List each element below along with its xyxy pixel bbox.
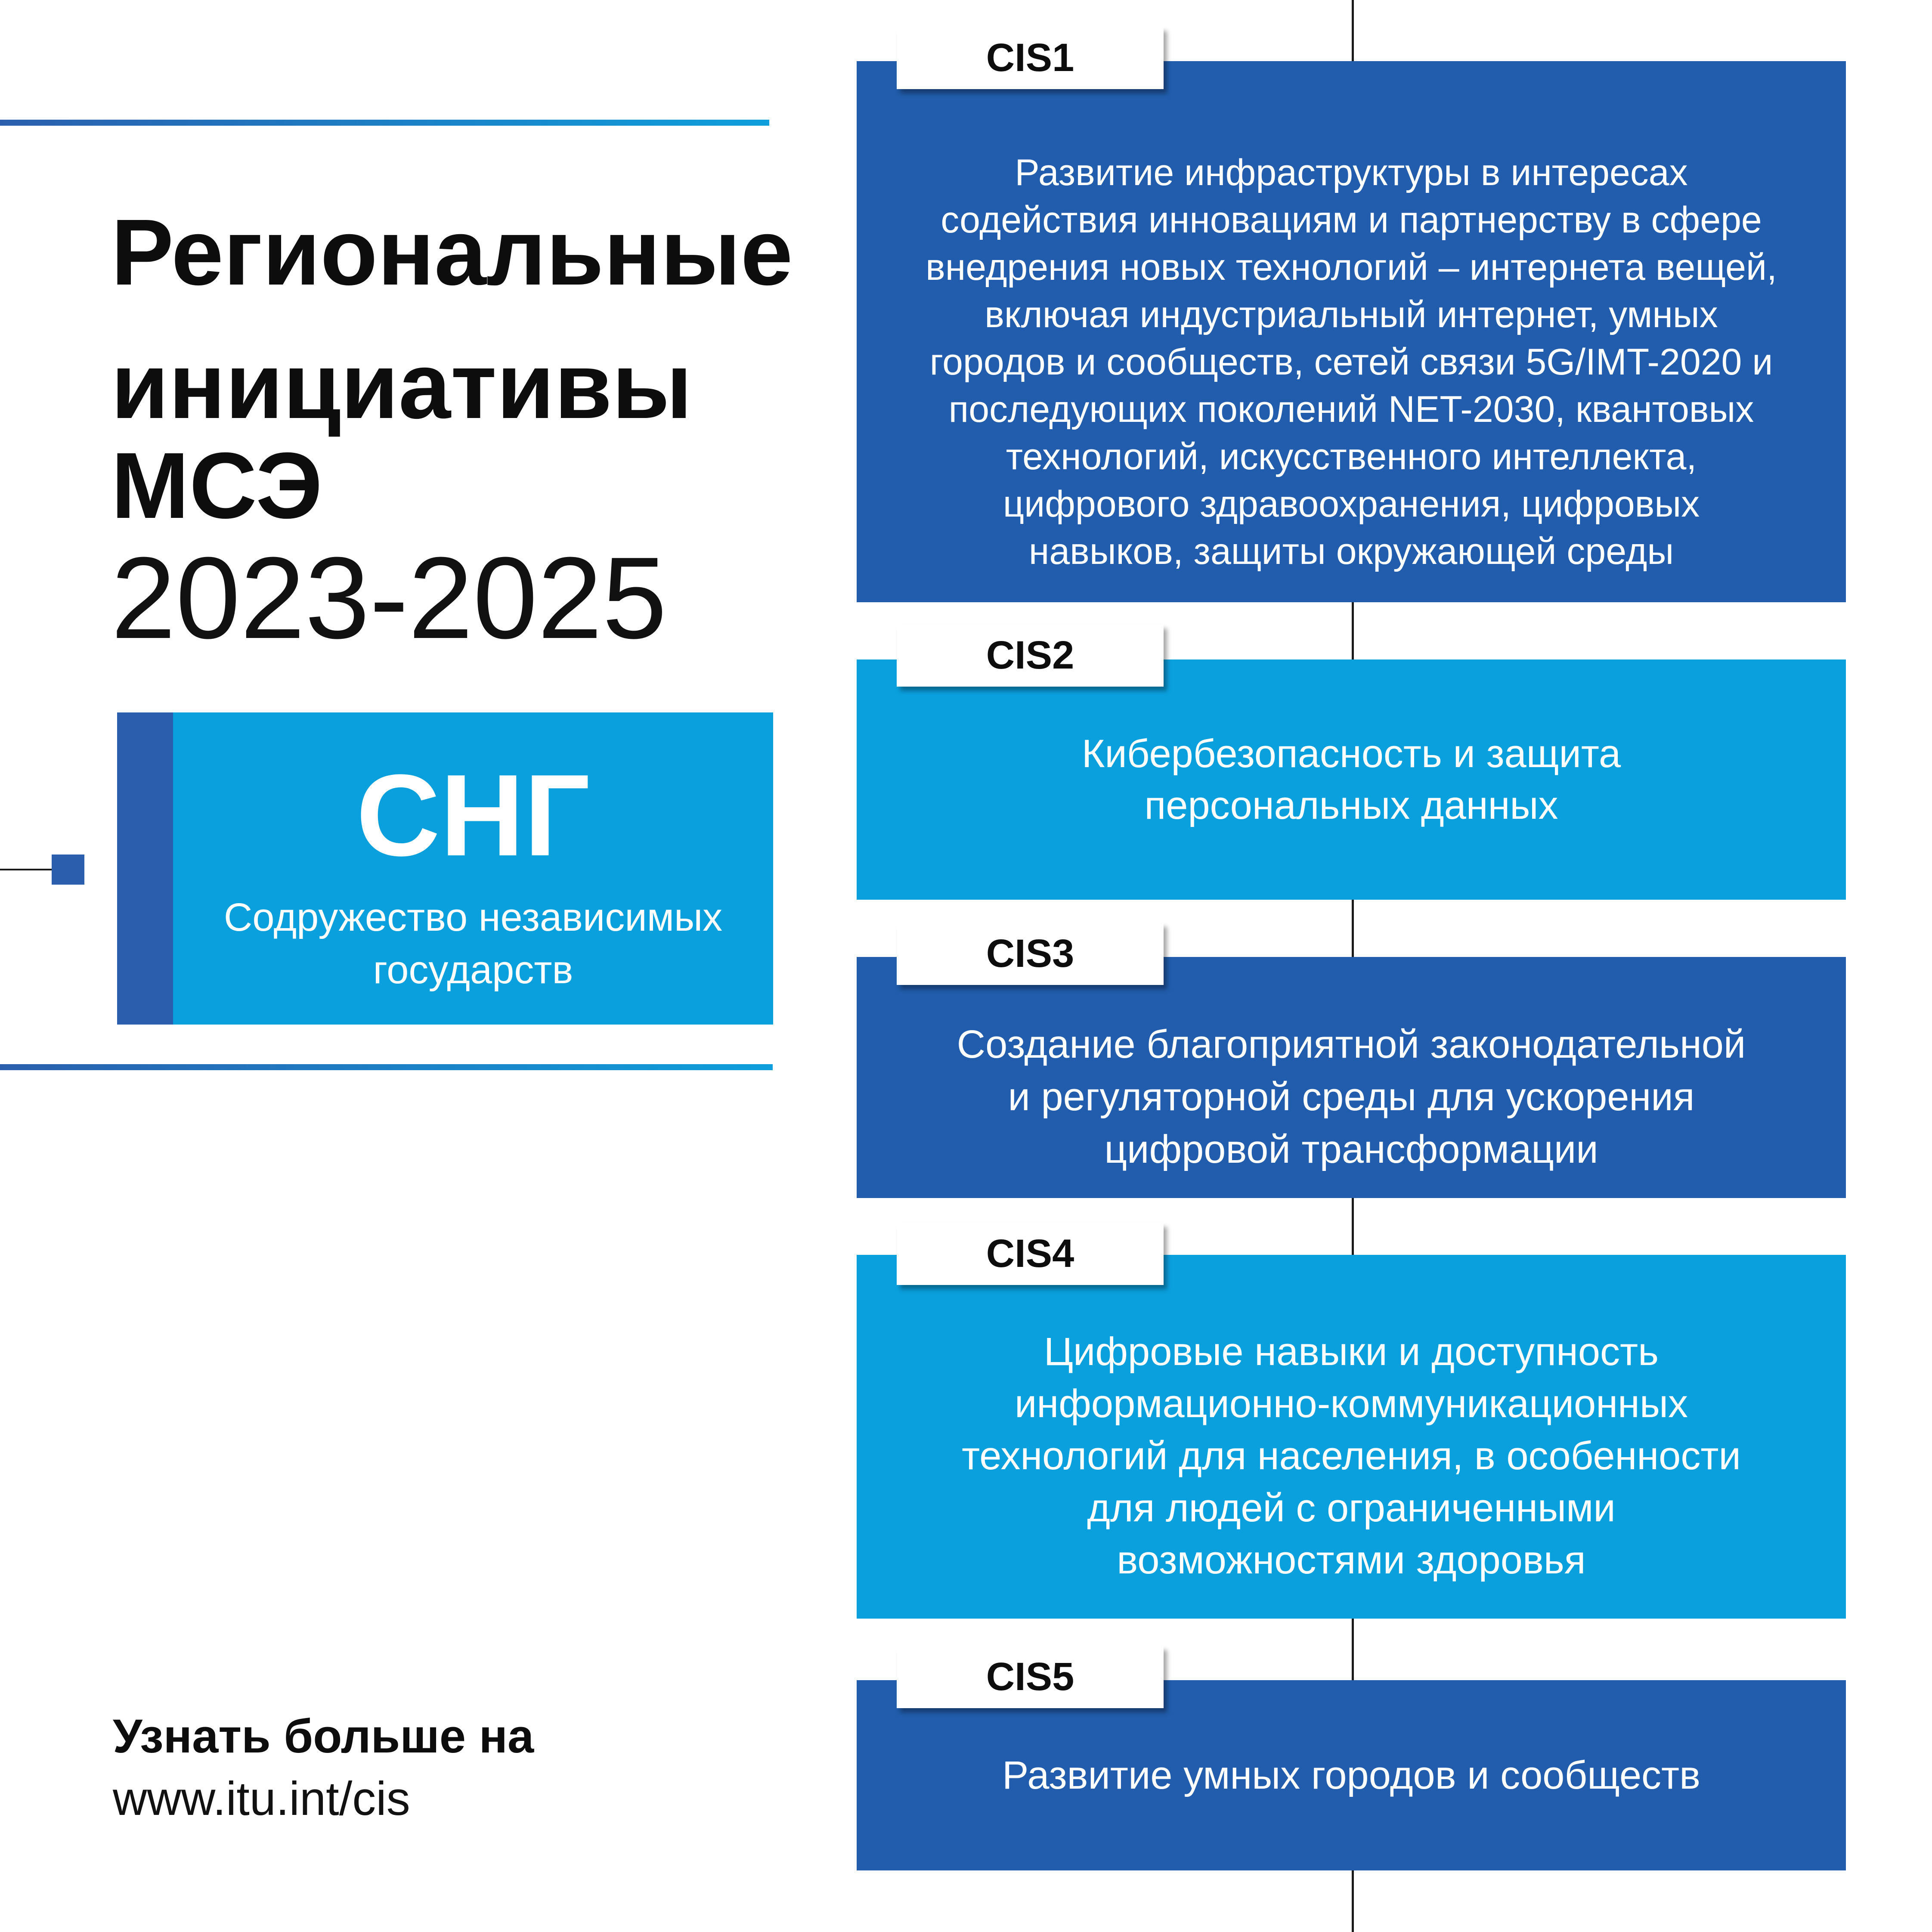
- initiative-tab-cis2: CIS2: [897, 624, 1164, 687]
- region-box-stripe: [117, 712, 173, 1025]
- title-years: 2023-2025: [111, 533, 667, 663]
- region-abbreviation: СНГ: [356, 751, 590, 880]
- learn-more-label: Узнать больше на: [113, 1710, 534, 1763]
- title-line-3: МСЭ: [111, 433, 323, 538]
- region-full-name-line-1: Содружество независимых: [223, 895, 723, 939]
- initiative-tab-cis1: CIS1: [897, 27, 1164, 89]
- title-line-1: Региональные: [111, 200, 793, 305]
- initiative-text: Развитие инфраструктуры в интересах содействия инновациям и партнерству в сфере внедрения новых технологий – интернета вещей, включая индустриальный интернет, умных городов и сообществ, сетей связи 5G/IMT-2020 и последующих поколений NET-2030, квантовых технологий, искусственного интеллекта, цифрового здравоохранения, цифровых навыков, защиты окружающей среды: [926, 152, 1777, 572]
- initiative-text: Цифровые навыки и доступность информационно-коммуникационных технологий для населения, в особенности для людей с ограниченными возможностями здоровья: [962, 1330, 1741, 1582]
- initiative-card-cis4: [857, 1255, 1846, 1619]
- region-full-name: [173, 891, 773, 996]
- initiative-card-cis5: [857, 1680, 1846, 1870]
- initiative-card-cis1: [857, 61, 1846, 602]
- initiative-tab-cis5: CIS5: [897, 1646, 1164, 1708]
- initiative-text: Создание благоприятной законодательной и регуляторной среды для ускорения цифровой трансформации: [957, 1022, 1746, 1171]
- connector-line: [0, 869, 52, 870]
- initiative-text: Развитие умных городов и сообществ: [1002, 1753, 1700, 1797]
- title-line-2: инициативы: [111, 334, 692, 438]
- initiative-text: Кибербезопасность и защита персональных данных: [1081, 732, 1621, 827]
- bottom-divider-line: [0, 1064, 773, 1070]
- region-full-name-line-2: государств: [373, 948, 573, 992]
- initiative-tab-cis4: CIS4: [897, 1223, 1164, 1285]
- initiative-tab-cis3: CIS3: [897, 923, 1164, 985]
- initiative-card-cis3: [857, 957, 1846, 1198]
- website-link[interactable]: www.itu.int/cis: [113, 1772, 410, 1825]
- top-divider-line: [0, 120, 769, 126]
- initiative-card-cis2: [857, 659, 1846, 900]
- connector-square: [52, 855, 84, 885]
